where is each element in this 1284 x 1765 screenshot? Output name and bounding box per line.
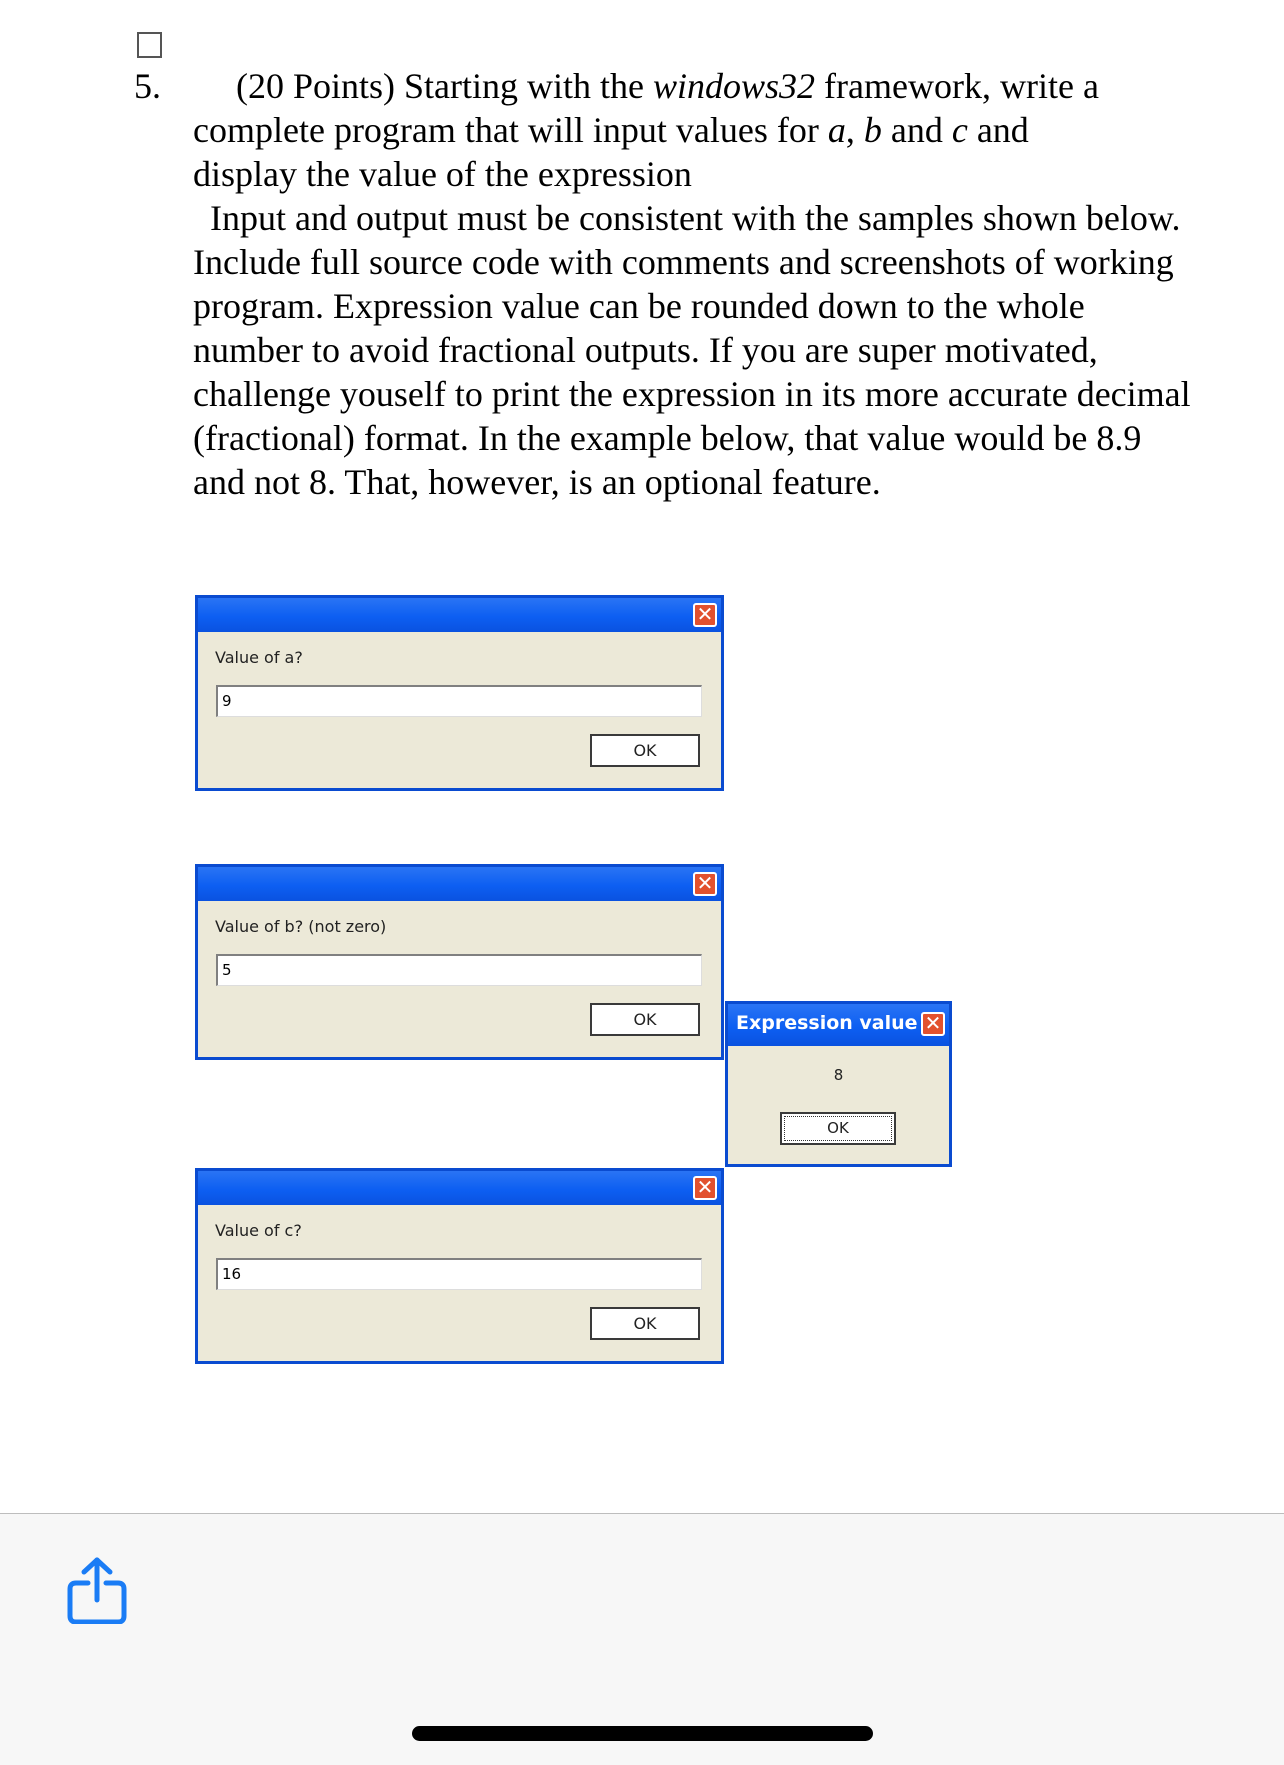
- dialog-a: [195, 595, 724, 791]
- share-icon[interactable]: [66, 1556, 128, 1624]
- var-c: c: [951, 110, 968, 150]
- value-input[interactable]: 16: [216, 1258, 702, 1290]
- question-line-2: [193, 108, 1193, 152]
- dialog-c: [195, 1168, 724, 1364]
- home-indicator[interactable]: [412, 1726, 873, 1741]
- var-b: b: [863, 110, 882, 150]
- value-input[interactable]: 5: [216, 954, 702, 986]
- dialog-b: [195, 864, 724, 1060]
- question-text: [193, 64, 1193, 504]
- close-icon[interactable]: ✕: [921, 1012, 945, 1036]
- prompt-label: Value of c?: [215, 1221, 302, 1240]
- dialog-title: Expression value: [736, 1012, 918, 1034]
- question-paragraph-2: Input and output must be consistent with the samples shown below. Include full source code with comments and screenshots of working program. Expression value can be rounded down to the whole number to avoid fractional outputs. If you are super motivated, challenge youself to print the expression in its more accurate decimal (fractional) format. In the example below, that value would be 8.9 and not 8. That, however, is an optional feature.: [193, 198, 1191, 502]
- title-bar[interactable]: [198, 1171, 721, 1205]
- and-2: and: [976, 110, 1029, 150]
- question-points: (20 Points) Starting with the: [236, 66, 644, 106]
- question-line-3: display the value of the expression: [193, 154, 692, 194]
- bottom-toolbar: [0, 1513, 1284, 1765]
- ok-button[interactable]: OK: [590, 1307, 700, 1340]
- close-icon[interactable]: ✕: [693, 872, 717, 896]
- framework-name: windows32: [653, 66, 816, 106]
- expression-value: 8: [833, 1066, 844, 1084]
- prompt-label: Value of b? (not zero): [215, 917, 387, 936]
- question-number: 5.: [134, 66, 161, 106]
- and-1: and: [890, 110, 943, 150]
- checkbox-icon[interactable]: [137, 32, 162, 58]
- var-a: a: [827, 110, 846, 150]
- question-line-1: [193, 64, 1193, 108]
- question-line-2-text: complete program that will input values for: [193, 110, 819, 150]
- close-icon[interactable]: ✕: [693, 603, 717, 627]
- comma: ,: [845, 110, 855, 150]
- ok-button[interactable]: OK: [590, 734, 700, 767]
- title-bar[interactable]: [198, 867, 721, 901]
- ok-button[interactable]: OK: [780, 1112, 896, 1145]
- title-bar[interactable]: [198, 598, 721, 632]
- prompt-label: Value of a?: [215, 648, 303, 667]
- close-icon[interactable]: ✕: [693, 1176, 717, 1200]
- expression-dialog: [725, 1001, 952, 1167]
- value-input[interactable]: 9: [216, 685, 702, 717]
- question-line-1-rest: framework, write a: [824, 66, 1099, 106]
- title-bar[interactable]: [728, 1004, 949, 1046]
- ok-button[interactable]: OK: [590, 1003, 700, 1036]
